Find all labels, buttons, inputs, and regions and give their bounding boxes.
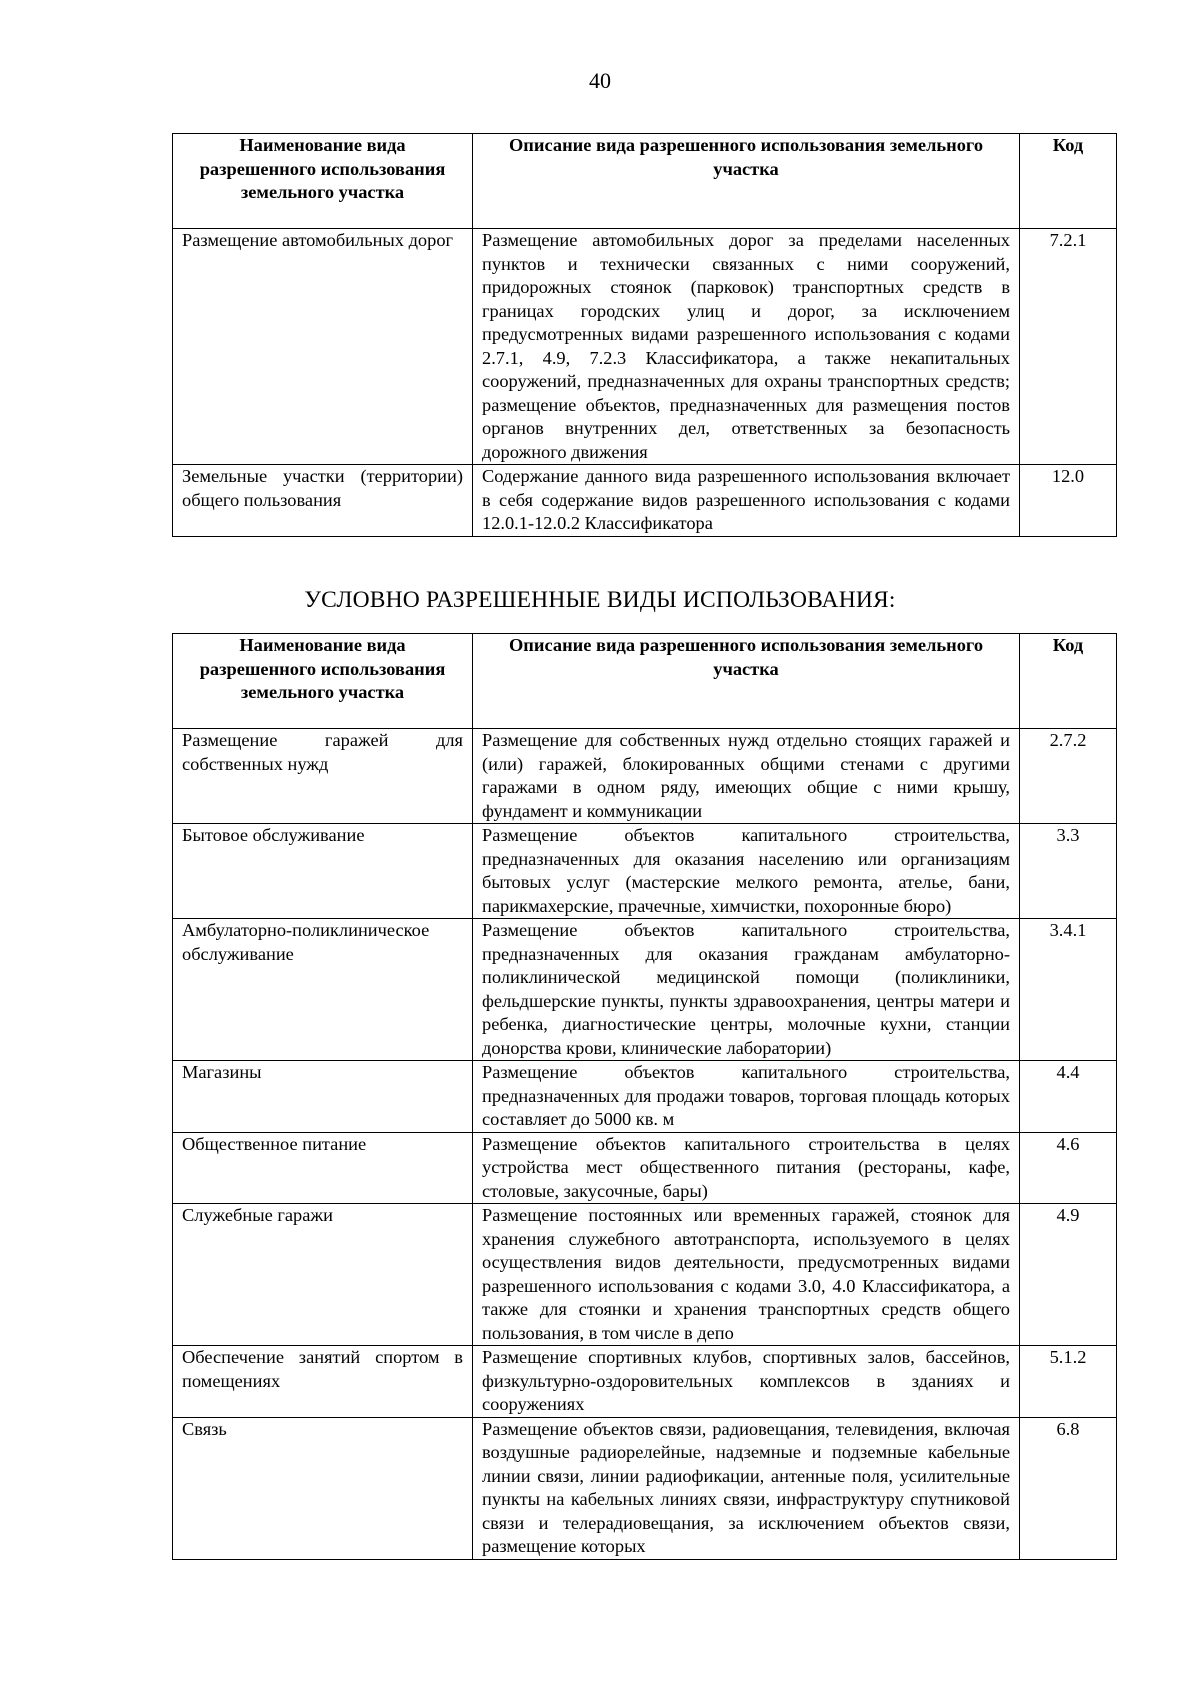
conditionally-permitted-uses-table [172, 633, 1117, 1560]
header-code: Код [1020, 134, 1117, 229]
table-row [173, 824, 1117, 919]
header-description: Описание вида разрешенного использования земельного участка [473, 134, 1020, 229]
use-description: Размещение объектов капитального строительства, предназначенных для оказания гражданам амбулаторно-поликлинической медицинской помощи (поликлиники, фельдшерские пункты, пункты здравоохранения, центры матери и ребенка, диагностические центры, молочные кухни, станции донорства крови, клинические лаборатории) [473, 919, 1020, 1061]
use-code: 3.4.1 [1020, 919, 1117, 1061]
header-name: Наименование вида разрешенного использования земельного участка [173, 634, 473, 729]
use-description: Размещение объектов связи, радиовещания, телевидения, включая воздушные радиорелейные, надземные и подземные кабельные линии связи, линии радиофикации, антенные поля, усилительные пункты на кабельных линиях связи, инфраструктуру спутниковой связи и телерадиовещания, за исключением объектов связи, размещение которых [473, 1417, 1020, 1559]
use-name: Амбулаторно-поликлиническое обслуживание [173, 919, 473, 1061]
table-row [173, 1417, 1117, 1559]
use-code: 12.0 [1020, 465, 1117, 537]
table-header-row [173, 634, 1117, 729]
use-description: Размещение автомобильных дорог за пределами населенных пунктов и технически связанных с ними сооружений, придорожных стоянок (парковок) транспортных средств в границах городских улиц и дорог, за исключением предусмотренных видами разрешенного использования с кодами 2.7.1, 4.9, 7.2.3 Классификатора, а также некапитальных сооружений, предназначенных для охраны транспортных средств; размещение объектов, предназначенных для размещения постов органов внутренних дел, ответственных за безопасность дорожного движения [473, 229, 1020, 465]
page-number: 40 [589, 68, 611, 93]
use-description: Размещение объектов капитального строительства, предназначенных для оказания населению или организациям бытовых услуг (мастерские мелкого ремонта, ателье, бани, парикмахерские, прачечные, химчистки, похоронные бюро) [473, 824, 1020, 919]
use-name: Земельные участки (территории) общего пользования [173, 465, 473, 537]
header-description: Описание вида разрешенного использования земельного участка [473, 634, 1020, 729]
use-code: 4.4 [1020, 1061, 1117, 1133]
use-description: Содержание данного вида разрешенного использования включает в себя содержание видов разрешенного использования с кодами 12.0.1-12.0.2 Классификатора [473, 465, 1020, 537]
use-description: Размещение спортивных клубов, спортивных залов, бассейнов, физкультурно-оздоровительных комплексов в зданиях и сооружениях [473, 1346, 1020, 1418]
table-row [173, 1204, 1117, 1346]
table-row [173, 1346, 1117, 1418]
table-row [173, 729, 1117, 824]
use-description: Размещение объектов капитального строительства, предназначенных для продажи товаров, торговая площадь которых составляет до 5000 кв. м [473, 1061, 1020, 1133]
use-name: Связь [173, 1417, 473, 1559]
use-code: 4.6 [1020, 1132, 1117, 1204]
use-description: Размещение постоянных или временных гаражей, стоянок для хранения служебного автотранспорта, используемого в целях осуществления видов деятельности, предусмотренных видами разрешенного использования с кодами 3.0, 4.0 Классификатора, а также для стоянки и хранения транспортных средств общего пользования, в том числе в депо [473, 1204, 1020, 1346]
table-row [173, 1132, 1117, 1204]
use-name: Общественное питание [173, 1132, 473, 1204]
use-name: Размещение автомобильных дорог [173, 229, 473, 465]
use-code: 2.7.2 [1020, 729, 1117, 824]
header-code: Код [1020, 634, 1117, 729]
table-header-row [173, 134, 1117, 229]
use-description: Размещение для собственных нужд отдельно стоящих гаражей и (или) гаражей, блокированных общими стенами с другими гаражами в одном ряду, имеющих общие с ними крышу, фундамент и коммуникации [473, 729, 1020, 824]
use-code: 5.1.2 [1020, 1346, 1117, 1418]
section-title: УСЛОВНО РАЗРЕШЕННЫЕ ВИДЫ ИСПОЛЬЗОВАНИЯ: [304, 587, 896, 613]
use-name: Служебные гаражи [173, 1204, 473, 1346]
header-name: Наименование вида разрешенного использования земельного участка [173, 134, 473, 229]
use-name: Бытовое обслуживание [173, 824, 473, 919]
permitted-uses-table [172, 133, 1117, 537]
use-description: Размещение объектов капитального строительства в целях устройства мест общественного питания (рестораны, кафе, столовые, закусочные, бары) [473, 1132, 1020, 1204]
use-code: 7.2.1 [1020, 229, 1117, 465]
table-row [173, 1061, 1117, 1133]
table-row [173, 465, 1117, 537]
use-name: Магазины [173, 1061, 473, 1133]
use-code: 3.3 [1020, 824, 1117, 919]
use-name: Обеспечение занятий спортом в помещениях [173, 1346, 473, 1418]
use-code: 4.9 [1020, 1204, 1117, 1346]
table-row [173, 919, 1117, 1061]
use-code: 6.8 [1020, 1417, 1117, 1559]
use-name: Размещение гаражей для собственных нужд [173, 729, 473, 824]
table-row [173, 229, 1117, 465]
